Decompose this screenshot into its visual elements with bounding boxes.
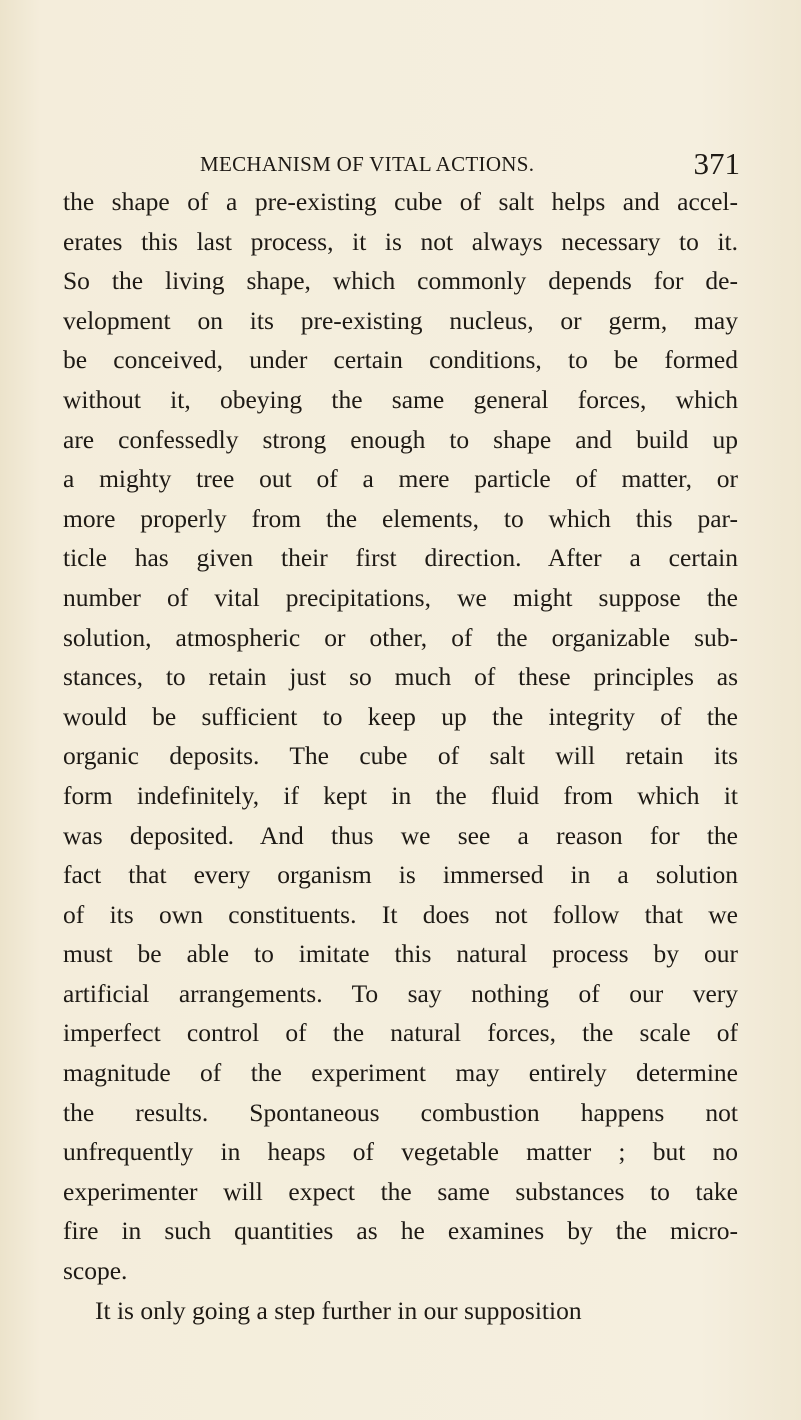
text-line: scope.	[63, 1256, 128, 1286]
text-line: of its own constituents. It does not follow that we	[63, 899, 738, 929]
text-line: solution, atmospheric or other, of the organizable sub-	[63, 622, 738, 652]
page-number: 371	[693, 146, 740, 181]
text-line: artificial arrangements. To say nothing of our very	[63, 978, 738, 1008]
running-head	[200, 146, 740, 186]
text-line: a mighty tree out of a mere particle of matter, or	[63, 464, 738, 494]
text-line: form indefinitely, if kept in the fluid from which it	[63, 780, 738, 810]
text-line: velopment on its pre-existing nucleus, or germ, may	[63, 305, 738, 335]
text-line: number of vital precipitations, we might suppose the	[63, 582, 738, 612]
text-line: would be sufficient to keep up the integrity of the	[63, 701, 738, 731]
text-line: was deposited. And thus we see a reason for the	[63, 820, 738, 850]
body-text	[63, 182, 738, 1330]
text-line: stances, to retain just so much of these principles as	[63, 662, 738, 692]
text-line: without it, obeying the same general forces, which	[63, 384, 738, 414]
text-line: erates this last process, it is not always necessary to it.	[63, 226, 738, 256]
text-line: fire in such quantities as he examines by the micro-	[63, 1216, 738, 1246]
text-line: are confessedly strong enough to shape and build up	[63, 424, 738, 454]
running-title: MECHANISM OF VITAL ACTIONS.	[200, 152, 535, 176]
text-line: imperfect control of the natural forces, the scale of	[63, 1018, 738, 1048]
text-line: experimenter will expect the same substances to take	[63, 1176, 738, 1206]
text-line: So the living shape, which commonly depends for de-	[63, 266, 738, 296]
text-line: be conceived, under certain conditions, to be formed	[63, 345, 738, 375]
paragraph-start-line: It is only going a step further in our supposition	[95, 1295, 582, 1325]
text-line: the results. Spontaneous combustion happens not	[63, 1097, 738, 1127]
text-line: ticle has given their first direction. After a certain	[63, 543, 738, 573]
text-line: more properly from the elements, to which this par-	[63, 503, 738, 533]
text-line: must be able to imitate this natural process by our	[63, 939, 738, 969]
text-line: organic deposits. The cube of salt will retain its	[63, 741, 738, 771]
text-line: magnitude of the experiment may entirely determine	[63, 1058, 738, 1088]
text-line: fact that every organism is immersed in a solution	[63, 860, 738, 890]
text-line: unfrequently in heaps of vegetable matter ; but no	[63, 1137, 738, 1167]
text-line: the shape of a pre-existing cube of salt helps and accel-	[63, 187, 738, 216]
